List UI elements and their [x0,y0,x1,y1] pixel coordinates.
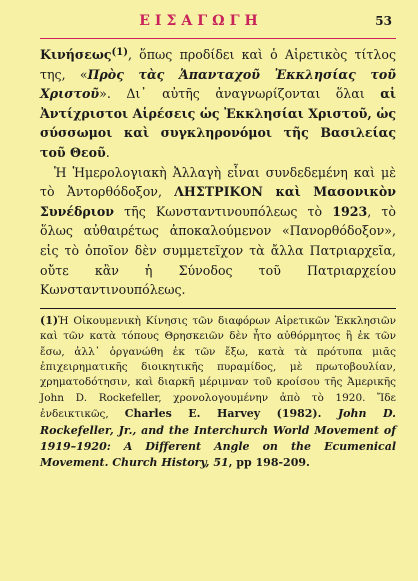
paragraph-2-text-1: Ἡ Ἡμερολογιακὴ Ἀλλαγὴ εἶναι συνδεδεμένη καὶ μὲ τὸ Ἀντορθόδοξον, [40,164,396,200]
footnote-pages: , pp 198-209. [228,456,310,470]
paragraph-2-year: 1923 [332,203,368,219]
page-header [40,8,396,39]
paragraph-1-text-3: . [105,144,110,160]
page-number: 53 [375,14,392,28]
footnote-citation-title: John D. Rockefeller, Jr., and the Interchurch World Movement of 1919–1920: A Different Angle on the Ecumenical Movement. Church History, 51 [40,407,396,470]
footnote-divider [40,308,396,309]
main-text [40,45,396,300]
paragraph-1 [40,45,396,163]
chapter-title: ΕΙΣΑΓΩΓΗ [139,13,263,29]
paragraph-1-first-word: Κινήσεως [40,47,112,62]
footnote-mark: (1) [40,313,59,327]
paragraph-1-bold-phrase: αἱ Ἀντίχριστοι Αἱρέσεις ὡς Ἐκκλησίαι Χριστοῦ, ὡς σύσσωμοι καὶ συγκληρονόμοι τῆς Βασιλείας τοῦ Θεοῦ [40,86,396,160]
encyclical-title: Πρὸς τὰς Ἁπανταχοῦ Ἐκκλησίας τοῦ Χριστοῦ [40,66,396,102]
footnote-author: Charles E. Harvey (1982). [124,407,322,421]
paragraph-2 [40,163,396,300]
paragraph-1-text-1: , ὅπως προδίδει καὶ ὁ Αἱρετικὸς τίτλος της, « [40,47,396,82]
footnote-reference: (1) [111,47,128,58]
footnote-text-1: Ἡ Οἰκουμενικὴ Κίνησις τῶν διαφόρων Αἱρετικῶν Ἐκκλησιῶν καὶ τῶν κατὰ τόπους Θρησκειῶν δὲν ἦτο αὐθόρμητος ἢ ἐκ τῶν ἔσω, ἀλλ᾿ ὀργανώθη ἐκ τῶν ἔξω, κατὰ τὰ πρότυπα μιᾶς ἐπιχειρηματικῆς διοικητικῆς πυραμίδος, μὲ πρωτοβουλίαν, χρηματοδότησιν, καὶ διαρκῆ μέριμναν τοῦ κροίσου τῆς Ἀμερικῆς John D. Rockefeller, χρονολογουμένην ἀπὸ τὸ 1920. Ἴδε ἐνδεικτικῶς, [40,314,396,421]
footnote [40,313,396,472]
paragraph-1-text-2: ». Δι᾿ αὐτῆς ἀναγνωρίζονται ὅλαι [99,86,381,102]
paragraph-2-bold-1: ΛΗΣΤΡΙΚΟΝ καὶ Μασονικὸν Συνέδριον [40,184,396,219]
paragraph-2-text-3: , τὸ ὅλως αὐθαιρέτως ἀποκαλούμενον «Πανορθόδοξον», εἰς τὸ ὁποῖον δὲν συμμετεῖχον τὰ ἄλλα Πατριαρχεῖα, οὔτε κἂν ἡ Σύνοδος τοῦ Πατριαρχείου Κωνσταντινουπόλεως. [40,203,396,298]
paragraph-2-text-2: τῆς Κωνσταντινουπόλεως τὸ [114,203,333,219]
